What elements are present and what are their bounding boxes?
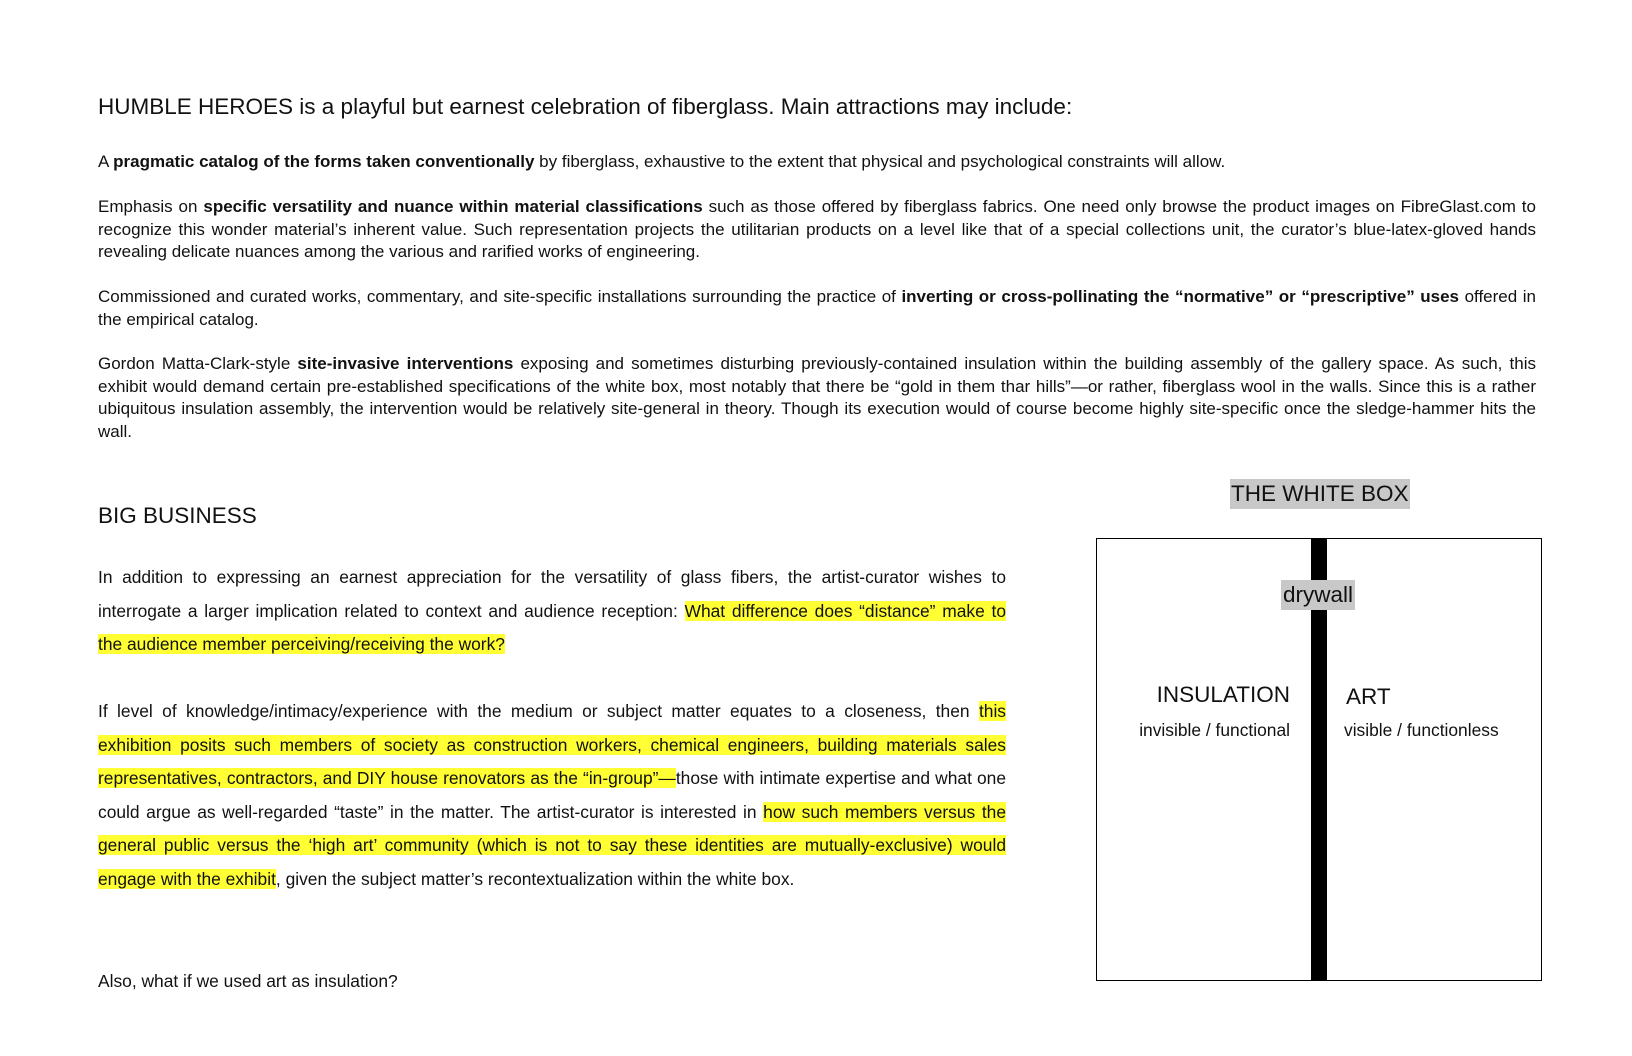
drywall-label: drywall [1281, 580, 1355, 610]
attraction-emphasis: pragmatic catalog of the forms taken conventionally [113, 152, 535, 171]
big-business-paragraph-2 [98, 695, 1006, 897]
big-business-paragraph-3: Also, what if we used art as insulation? [98, 971, 398, 991]
attraction-text: Gordon Matta-Clark-style [98, 354, 298, 373]
attraction-interventions [98, 353, 1536, 443]
big-business-paragraph-1 [98, 561, 1006, 662]
attraction-catalog [98, 151, 1536, 174]
attraction-text: exposing and sometimes disturbing previously-contained insulation within the building assembly of the gallery space. As such, this exhibit would demand certain pre-established specifications of the white box, most notably that there be “gold in them thar hills”—or rather, fiberglass wool in the walls. Since this is a rather ubiquitous insulation assembly, the intervention would be relatively site-general in theory. Though its execution would of course become highly site-specific once the sledge-hammer hits the wall. [98, 354, 1536, 441]
attraction-text: Commissioned and curated works, commentary, and site-specific installations surrounding the practice of [98, 287, 902, 306]
insulation-label: INSULATION [1156, 682, 1290, 707]
art-label: ART [1346, 684, 1391, 709]
attraction-text: Emphasis on [98, 197, 204, 216]
paragraph-text: If level of knowledge/intimacy/experience with the medium or subject matter equates to a closeness, then [98, 701, 979, 721]
highlighted-text: this exhibition posits such members of society as construction workers, chemical engineers, building materials sales representatives, contractors, and DIY house renovators as the “in-group”— [98, 701, 1006, 789]
paragraph-text: those with intimate expertise and what one could argue as well-regarded “taste” in the matter. The artist-curator is interested in [98, 768, 1007, 822]
highlighted-text: how such members versus the general public versus the ‘high art’ community (which is not to say these identities are mutually-exclusive) would engage with the exhibit [98, 801, 1006, 889]
attraction-emphasis: site-invasive interventions [297, 354, 514, 373]
paragraph-text: In addition to expressing an earnest appreciation for the versatility of glass fibers, the artist-curator wishes to interrogate a larger implication related to context and audience reception: [98, 567, 1006, 621]
paragraph-text: , given the subject matter’s recontextualization within the white box. [275, 868, 795, 889]
intro-heading: HUMBLE HEROES is a playful but earnest celebration of fiberglass. Main attractions may include: [98, 94, 1073, 119]
white-box-title: THE WHITE BOX [1230, 479, 1410, 509]
big-business-heading: BIG BUSINESS [98, 503, 257, 528]
attraction-text: such as those offered by fiberglass fabrics. One need only browse the product images on FibreGlast.com to recognize this wonder material’s inherent value. Such representation projects the utilitarian products on a level like that of a special collections unit, the curator’s blue-latex-gloved hands revealing delicate nuances among the various and rarified works of engineering. [98, 197, 1536, 261]
attraction-text: offered in the empirical catalog. [98, 287, 1536, 329]
highlighted-text: What difference does “distance” make to the audience member perceiving/receiving the work? [98, 600, 1006, 655]
attraction-text: by fiberglass, exhaustive to the extent that physical and psychological constraints will allow. [534, 152, 1226, 171]
attraction-commissioned-works [98, 286, 1536, 331]
insulation-caption: invisible / functional [1139, 720, 1290, 740]
attraction-emphasis: inverting or cross-pollinating the “normative” or “prescriptive” uses [901, 287, 1460, 306]
attraction-versatility [98, 196, 1536, 264]
attraction-emphasis: specific versatility and nuance within material classifications [203, 197, 703, 216]
attraction-text: A [98, 152, 114, 171]
art-caption: visible / functionless [1344, 720, 1499, 740]
